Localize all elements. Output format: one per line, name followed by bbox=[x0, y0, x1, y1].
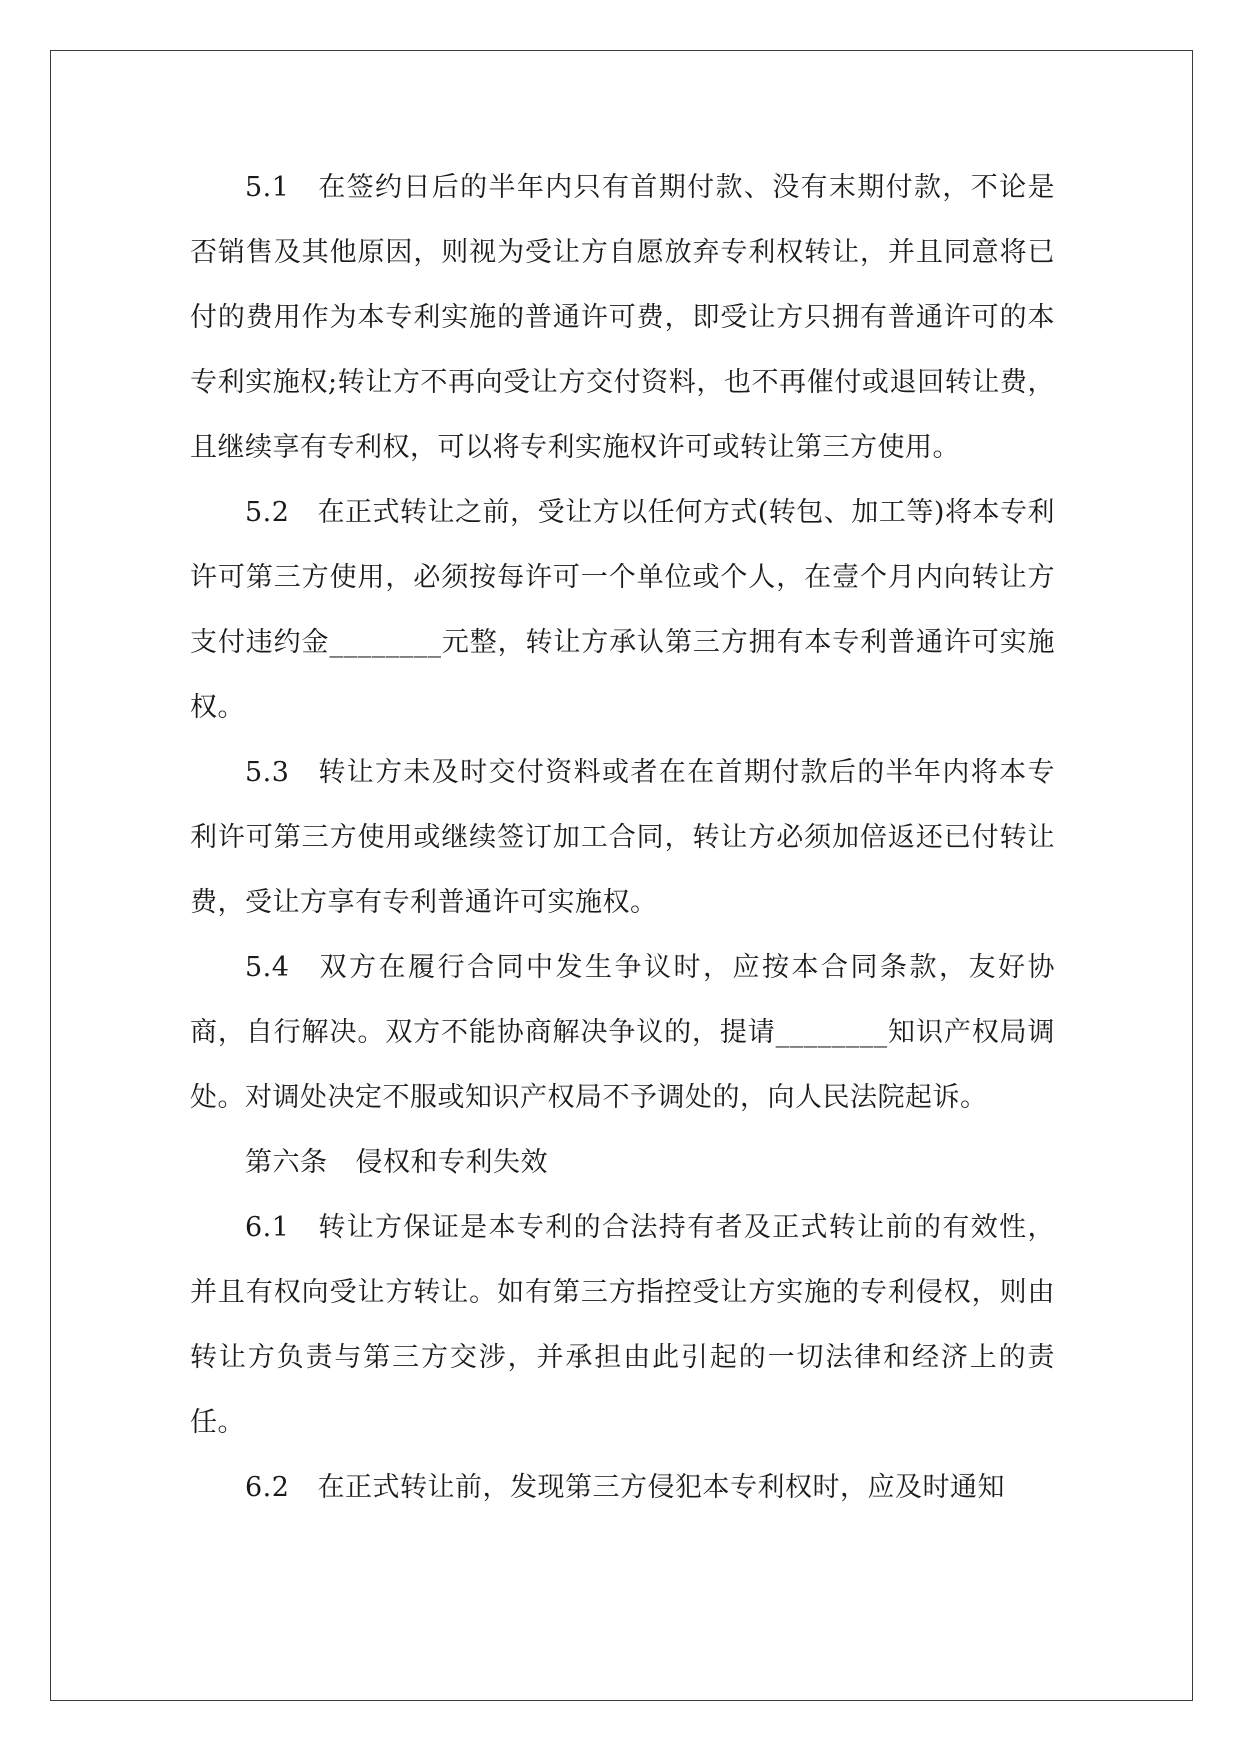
article-number: 第六条 bbox=[245, 1147, 328, 1178]
clause-6-2 bbox=[190, 1455, 1055, 1520]
clause-number: 5.4 bbox=[245, 952, 290, 983]
clause-text: 在签约日后的半年内只有首期付款、没有末期付款，不论是否销售及其他原因，则视为受让方自愿放弃专利权转让，并且同意将已付的费用作为本专利实施的普通许可费，即受让方只拥有普通许可的本专利实施权;转让方不再向受让方交付资料，也不再催付或退回转让费，且继续享有专利权，可以将专利实施权许可或转让第三方使用。 bbox=[190, 172, 1055, 463]
clause-5-4 bbox=[190, 935, 1055, 1130]
clause-number: 6.1 bbox=[245, 1212, 290, 1243]
article-title: 侵权和专利失效 bbox=[355, 1147, 548, 1178]
clause-text: 双方在履行合同中发生争议时，应按本合同条款，友好协商，自行解决。双方不能协商解决争议的，提请________知识产权局调处。对调处决定不服或知识产权局不予调处的，向人民法院起诉。 bbox=[190, 952, 1055, 1113]
clause-number: 5.3 bbox=[245, 757, 290, 788]
clause-number: 6.2 bbox=[245, 1472, 290, 1503]
clause-number: 5.2 bbox=[245, 497, 290, 528]
clause-number: 5.1 bbox=[245, 172, 290, 203]
clause-5-3 bbox=[190, 740, 1055, 935]
clause-text: 转让方未及时交付资料或者在在首期付款后的半年内将本专利许可第三方使用或继续签订加工合同，转让方必须加倍返还已付转让费，受让方享有专利普通许可实施权。 bbox=[190, 757, 1055, 918]
clause-text: 转让方保证是本专利的合法持有者及正式转让前的有效性，并且有权向受让方转让。如有第三方指控受让方实施的专利侵权，则由转让方负责与第三方交涉，并承担由此引起的一切法律和经济上的责任。 bbox=[190, 1212, 1055, 1438]
clause-text: 在正式转让前，发现第三方侵犯本专利权时，应及时通知 bbox=[317, 1472, 1005, 1503]
article-6-heading bbox=[190, 1130, 1055, 1195]
clause-6-1 bbox=[190, 1195, 1055, 1455]
clause-5-1 bbox=[190, 155, 1055, 480]
clause-text: 在正式转让之前，受让方以任何方式(转包、加工等)将本专利许可第三方使用，必须按每许可一个单位或个人，在壹个月内向转让方支付违约金________元整，转让方承认第三方拥有本专利普通许可实施权。 bbox=[190, 497, 1055, 723]
document-body bbox=[190, 155, 1055, 1520]
clause-5-2 bbox=[190, 480, 1055, 740]
